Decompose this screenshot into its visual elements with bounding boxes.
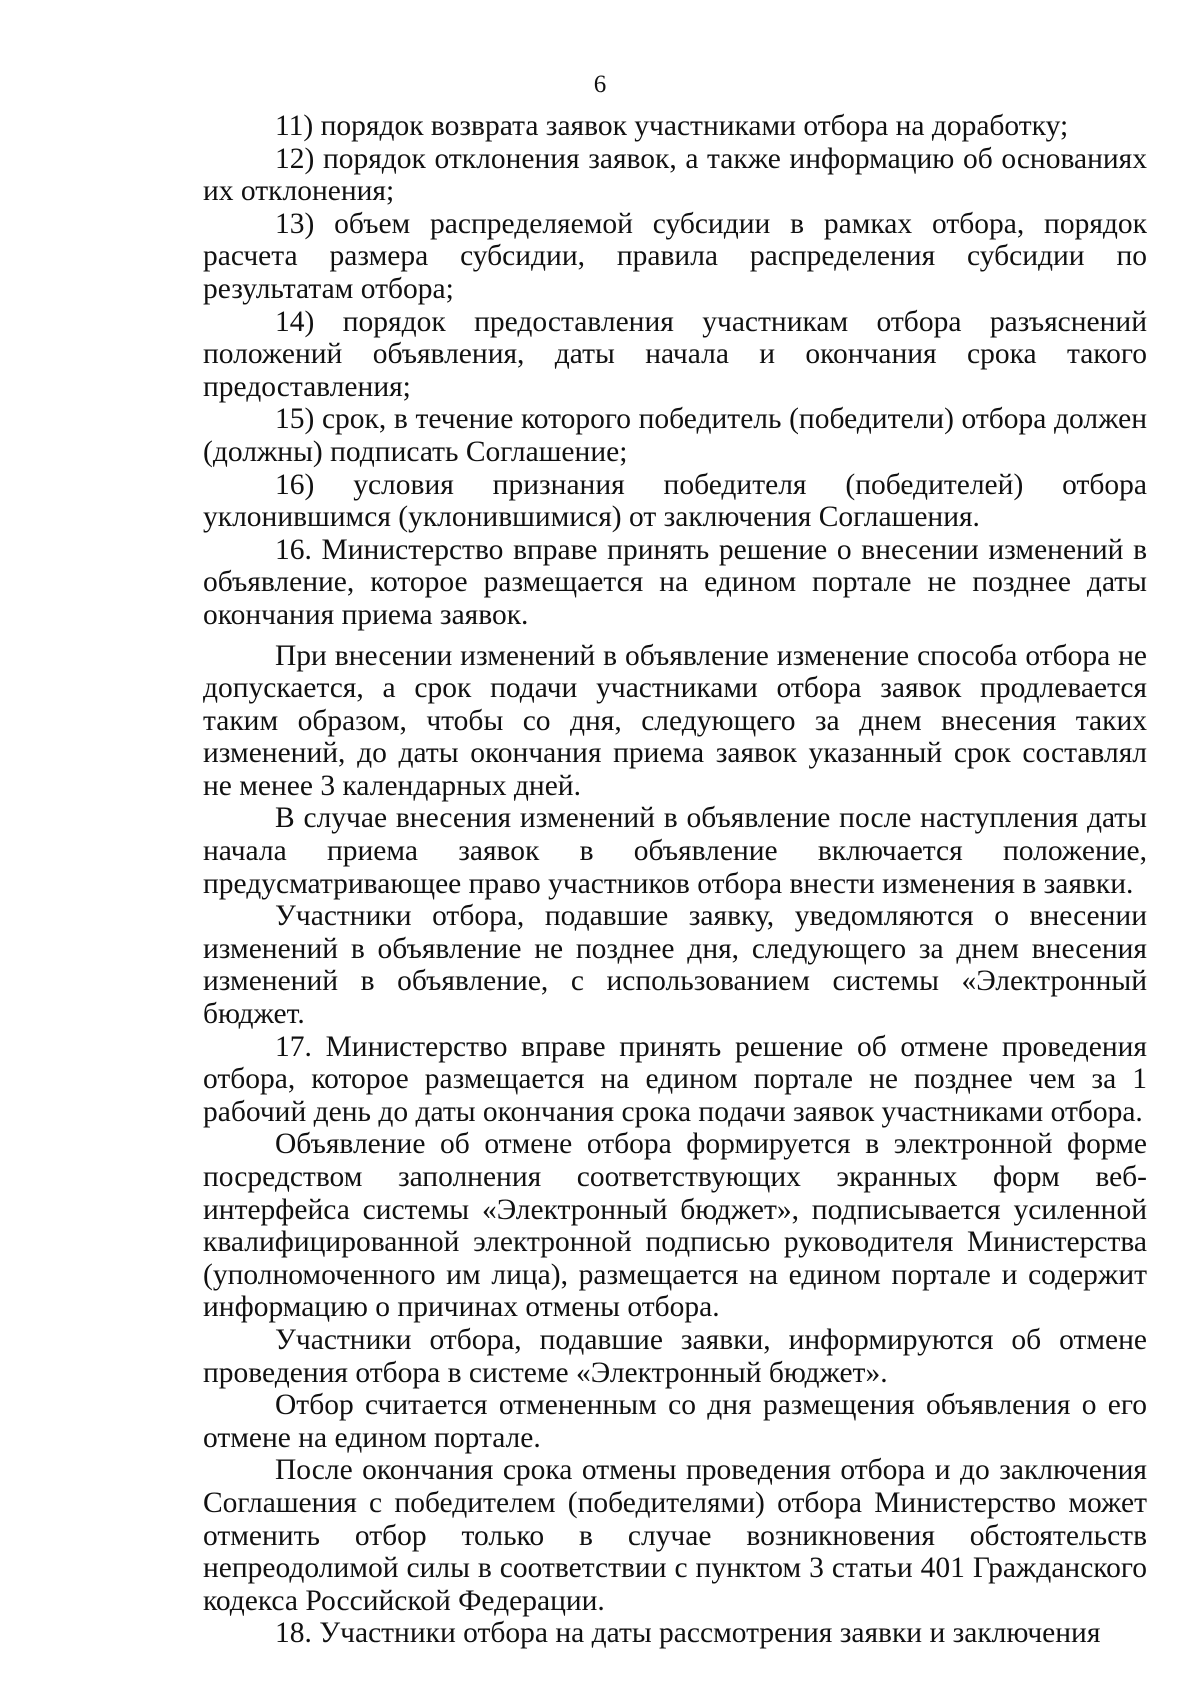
- list-item-14: 14) порядок предоставления участникам отбора разъяснений положений объявления, даты начала и окончания срока такого предоставления;: [203, 305, 1147, 403]
- clause-17-paragraph-3: Участники отбора, подавшие заявки, информируются об отмене проведения отбора в системе «Электронный бюджет».: [203, 1323, 1147, 1389]
- clause-18: 18. Участники отбора на даты рассмотрения заявки и заключения: [275, 1617, 1101, 1650]
- document-body: [203, 110, 1147, 1650]
- clause-16-paragraph-4: Участники отбора, подавшие заявку, уведомляются о внесении изменений в объявление не позднее дня, следующего за днем внесения изменений в объявление, с использованием системы «Электронный бюджет.: [203, 900, 1147, 1031]
- list-item-11: 11) порядок возврата заявок участниками отбора на доработку;: [275, 110, 1069, 142]
- clause-16-paragraph-2: При внесении изменений в объявление изменение способа отбора не допускается, а срок подачи участниками отбора заявок продлевается таким образом, чтобы со дня, следующего за днем внесения таких изменений, до даты окончания приема заявок указанный срок составлял не менее 3 календарных дней.: [203, 639, 1147, 802]
- clause-16-paragraph-3: В случае внесения изменений в объявление после наступления даты начала приема заявок в объявление включается положение, предусматривающее право участников отбора внести изменения в заявки.: [203, 802, 1147, 900]
- clause-17: 17. Министерство вправе принять решение об отмене проведения отбора, которое размещается на едином портале не позднее чем за 1 рабочий день до даты окончания срока подачи заявок участниками отбора.: [203, 1030, 1147, 1128]
- list-item-15: 15) срок, в течение которого победитель (победители) отбора должен (должны) подписать Соглашение;: [203, 403, 1147, 468]
- clause-17-paragraph-2: Объявление об отмене отбора формируется в электронной форме посредством заполнения соответствующих экранных форм веб-интерфейса системы «Электронный бюджет», подписывается усиленной квалифицированной электронной подписью руководителя Министерства (уполномоченного им лица), размещается на едином портале и содержит информацию о причинах отмены отбора.: [203, 1128, 1147, 1324]
- page-number: 6: [593, 71, 607, 98]
- list-item-12: 12) порядок отклонения заявок, а также информацию об основаниях их отклонения;: [203, 142, 1147, 208]
- list-item-13: 13) объем распределяемой субсидии в рамках отбора, порядок расчета размера субсидии, правила распределения субсидии по результатам отбора;: [203, 207, 1147, 305]
- list-item-16: 16) условия признания победителя (победителей) отбора уклонившимся (уклонившимися) от заключения Соглашения.: [203, 468, 1147, 534]
- clause-17-paragraph-4: Отбор считается отмененным со дня размещения объявления о его отмене на едином портале.: [203, 1389, 1147, 1454]
- clause-16: 16. Министерство вправе принять решение о внесении изменений в объявление, которое размещается на едином портале не позднее даты окончания приема заявок.: [203, 533, 1147, 631]
- clause-17-paragraph-5: После окончания срока отмены проведения отбора и до заключения Соглашения с победителем (победителями) отбора Министерство может отменить отбор только в случае возникновения обстоятельств непреодолимой силы в соответствии с пунктом 3 статьи 401 Гражданского кодекса Российской Федерации.: [203, 1454, 1147, 1617]
